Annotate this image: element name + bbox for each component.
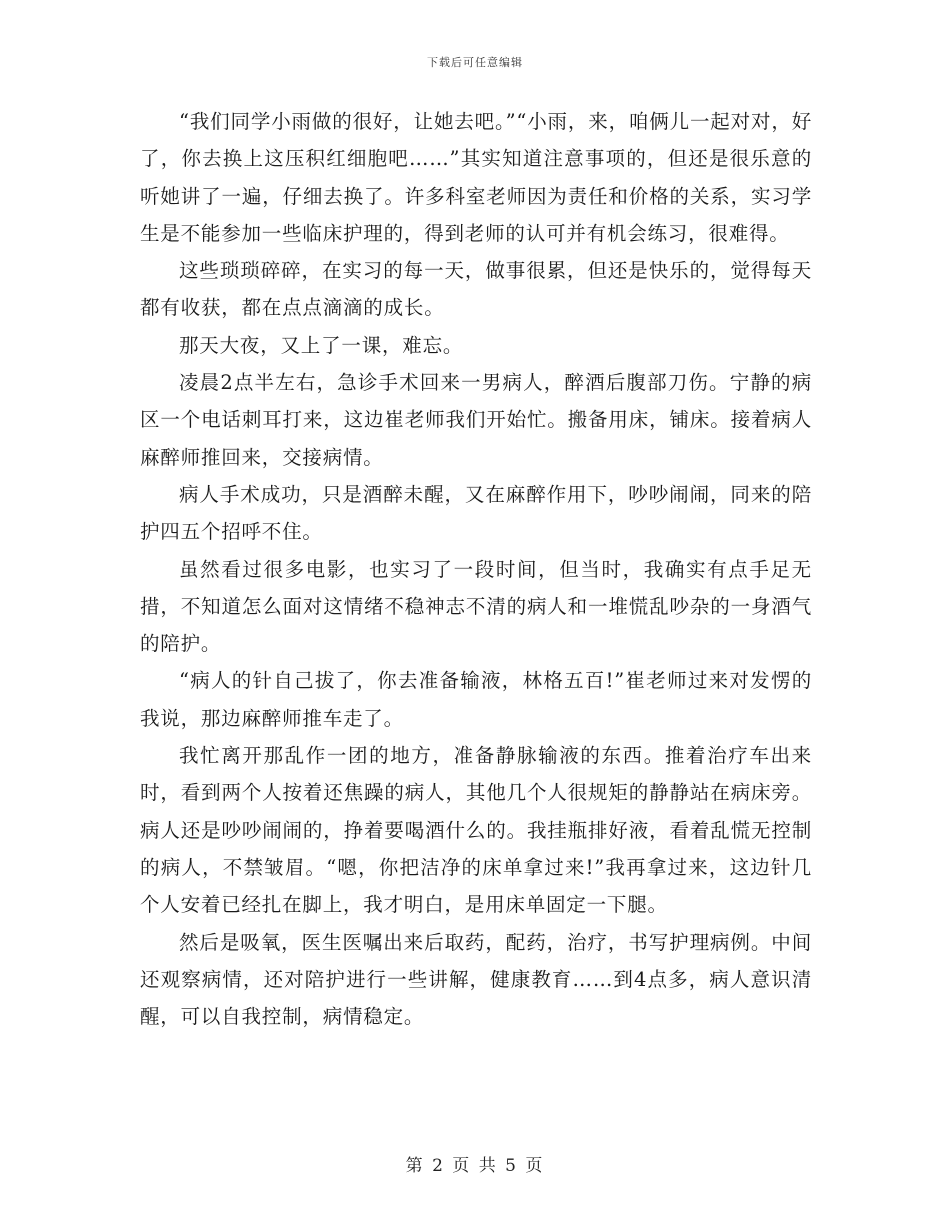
paragraph: 病人手术成功，只是酒醉未醒，又在麻醉作用下，吵吵闹闹，同来的陪护四五个招呼不住。 bbox=[140, 482, 812, 544]
paragraph: 虽然看过很多电影，也实习了一段时间，但当时，我确实有点手足无措，不知道怎么面对这情绪不稳神志不清的病人和一堆慌乱吵杂的一身酒气的陪护。 bbox=[140, 557, 812, 656]
paragraph: 那天大夜，又上了一课，难忘。 bbox=[179, 333, 464, 357]
page-header-note: 下载后可任意编辑 bbox=[427, 56, 523, 69]
document-body bbox=[140, 103, 812, 1035]
paragraph: 这些琐琐碎碎，在实习的每一天，做事很累，但还是快乐的，觉得每天都有收获，都在点点滴滴的成长。 bbox=[140, 259, 812, 320]
paragraph: 我忙离开那乱作一团的地方，准备静脉输液的东西。推着治疗车出来时，看到两个人按着还焦躁的病人，其他几个人很规矩的静静站在病床旁。病人还是吵吵闹闹的，挣着要喝酒什么的。我挂瓶排好液，看着乱慌无控制的病人，不禁皱眉。“嗯，你把洁净的床单拿过来!”我再拿过来，这边针几个人安着已经扎在脚上，我才明白，是用床单固定一下腿。 bbox=[140, 744, 812, 917]
paragraph: “病人的针自己拔了，你去准备输液，林格五百!”崔老师过来对发愣的我说，那边麻醉师推车走了。 bbox=[140, 669, 812, 730]
paragraph: “我们同学小雨做的很好，让她去吧。”“小雨，来，咱俩儿一起对对，好了，你去换上这压积红细胞吧……”其实知道注意事项的，但还是很乐意的听她讲了一遍，仔细去换了。许多科室老师因为责任和价格的关系，实习学生是不能参加一些临床护理的，得到老师的认可并有机会练习，很难得。 bbox=[140, 110, 812, 245]
paragraph: 凌晨2点半左右，急诊手术回来一男病人，醉酒后腹部刀伤。宁静的病区一个电话刺耳打来，这边崔老师我们开始忙。搬备用床，铺床。接着病人麻醉师推回来，交接病情。 bbox=[140, 371, 812, 469]
page-number: 第 2 页 共 5 页 bbox=[405, 1156, 545, 1176]
paragraph: 然后是吸氧，医生医嘱出来后取药，配药，治疗，书写护理病例。中间还观察病情，还对陪护进行一些讲解，健康教育……到4点多，病人意识清醒，可以自我控制，病情稳定。 bbox=[140, 930, 812, 1029]
